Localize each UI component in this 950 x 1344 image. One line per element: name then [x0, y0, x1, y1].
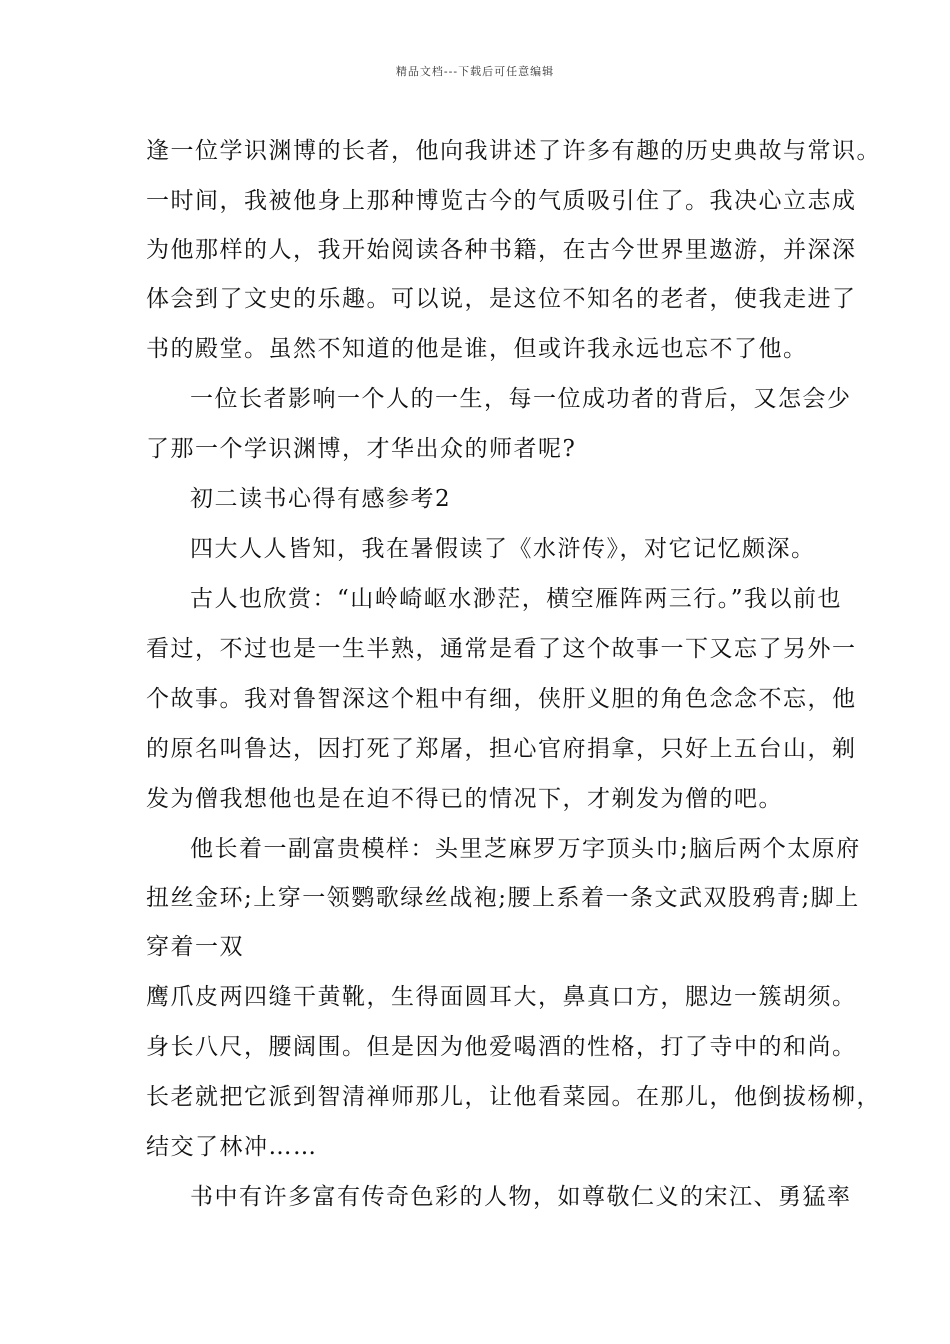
text-line: 逢一位学识渊博的长者，他向我讲述了许多有趣的历史典故与常识。 — [146, 138, 881, 164]
text-line: 长老就把它派到智清禅师那儿，让他看菜园。在那儿，他倒拔杨柳， — [146, 1084, 881, 1110]
text-line: 个故事。我对鲁智深这个粗中有细，侠肝义胆的角色念念不忘，他 — [146, 686, 857, 712]
section-heading: 初二读书心得有感参考2 — [190, 486, 452, 512]
text-line: 身长八尺，腰阔围。但是因为他爱喝酒的性格，打了寺中的和尚。 — [146, 1034, 857, 1060]
text-line: 为他那样的人，我开始阅读各种书籍，在古今世界里遨游，并深深 — [146, 237, 857, 263]
text-line: 了那一个学识渊博，才华出众的师者呢? — [146, 436, 577, 462]
paragraph-first-line: 书中有许多富有传奇色彩的人物，如尊敬仁义的宋江、勇猛率 — [190, 1184, 852, 1210]
paragraph-first-line: 一位长者影响一个人的一生，每一位成功者的背后，又怎会少 — [190, 386, 852, 412]
page-header: 精品文档---下载后可任意编辑 — [395, 65, 555, 78]
text-line: 的原名叫鲁达，因打死了郑屠，担心官府捐拿，只好上五台山，剃 — [146, 736, 857, 762]
text-line: 体会到了文史的乐趣。可以说，是这位不知名的老者，使我走进了 — [146, 286, 857, 312]
text-line: 鹰爪皮两四缝干黄靴，生得面圆耳大，鼻真口方，腮边一簇胡须。 — [146, 984, 857, 1010]
text-line: 扭丝金环;上穿一领鹦歌绿丝战袍;腰上系着一条文武双股鸦青;脚上 — [146, 885, 860, 911]
text-line: 看过，不过也是一生半熟，通常是看了这个故事一下又忘了另外一 — [146, 636, 857, 662]
text-line: 发为僧我想他也是在迫不得已的情况下，才剃发为僧的吧。 — [146, 786, 783, 812]
text-line: 穿着一双 — [146, 934, 244, 960]
text-line: 结交了林冲…… — [146, 1134, 318, 1160]
paragraph-first-line: 古人也欣赏：“山岭崎岖水渺茫，横空雁阵两三行。”我以前也 — [190, 586, 843, 612]
text-line: 一时间，我被他身上那种博览古今的气质吸引住了。我决心立志成 — [146, 188, 857, 214]
paragraph-first-line: 他长着一副富贵模样：头里芝麻罗万字顶头巾;脑后两个太原府 — [190, 836, 861, 862]
paragraph-first-line: 四大人人皆知，我在暑假读了《水浒传》，对它记忆颇深。 — [190, 536, 816, 562]
text-line: 书的殿堂。虽然不知道的他是谁，但或许我永远也忘不了他。 — [146, 336, 808, 362]
